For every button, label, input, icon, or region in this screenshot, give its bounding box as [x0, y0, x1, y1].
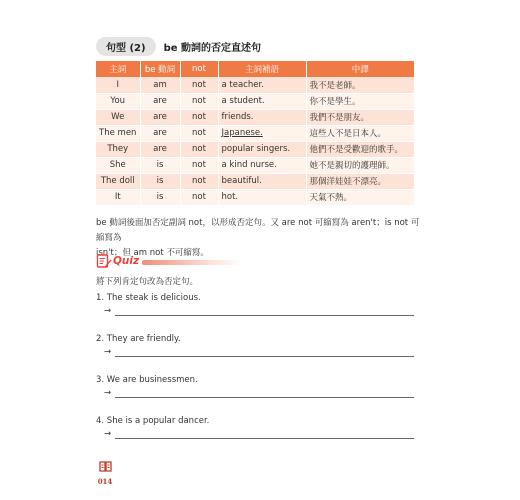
cell-translation: 我們不是朋友。	[306, 109, 414, 125]
quiz-question-2: 2. They are friendly.	[96, 334, 181, 344]
cell-not: not	[180, 189, 218, 205]
cell-be-verb: are	[140, 141, 180, 157]
cell-complement: a kind nurse.	[218, 157, 306, 173]
quiz-header	[96, 253, 241, 271]
cell-not: not	[180, 109, 218, 125]
cell-complement	[218, 125, 306, 141]
table-row	[96, 189, 414, 205]
cell-complement: friends.	[218, 109, 306, 125]
quiz-question-1: 1. The steak is delicious.	[96, 293, 201, 303]
cell-subject: You	[96, 93, 140, 109]
page-number-mark	[96, 457, 114, 486]
header-be-verb: be 動詞	[140, 61, 180, 77]
cell-be-verb: is	[140, 157, 180, 173]
complement-underlined: Japanese.	[221, 128, 263, 138]
cell-complement: a teacher.	[218, 77, 306, 93]
arrow-icon: →	[104, 429, 112, 439]
arrow-icon: →	[104, 347, 112, 357]
cell-subject: I	[96, 77, 140, 93]
quiz-instruction: 將下列肯定句改為否定句。	[96, 277, 199, 287]
cell-subject: They	[96, 141, 140, 157]
cell-translation: 他們不是受歡迎的歌手。	[306, 141, 414, 157]
cell-be-verb: are	[140, 109, 180, 125]
cell-be-verb: are	[140, 93, 180, 109]
page-number: 014	[97, 477, 113, 486]
cell-not: not	[180, 173, 218, 189]
table-row	[96, 109, 414, 125]
cell-complement: a student.	[218, 93, 306, 109]
answer-underline	[115, 438, 414, 439]
cell-subject: The men	[96, 125, 140, 141]
note-line: be 動詞後面加否定副詞 not，以形成否定句。又 are not 可縮寫為 aren't；is not 可縮寫為	[96, 218, 420, 243]
cell-not: not	[180, 125, 218, 141]
cell-translation: 這些人不是日本人。	[306, 125, 414, 141]
answer-line-2[interactable]	[104, 347, 414, 359]
table-row	[96, 173, 414, 189]
cell-complement: popular singers.	[218, 141, 306, 157]
header-complement: 主詞補語	[218, 61, 306, 77]
cell-complement: hot.	[218, 189, 306, 205]
answer-underline	[115, 356, 414, 357]
header-subject: 主詞	[96, 61, 140, 77]
cell-not: not	[180, 157, 218, 173]
quiz-decor-bar	[142, 260, 240, 265]
table-header-row	[96, 61, 414, 77]
cell-subject: We	[96, 109, 140, 125]
table-row	[96, 157, 414, 173]
cell-subject: She	[96, 157, 140, 173]
cell-not: not	[180, 93, 218, 109]
quiz-label: Quiz	[113, 255, 140, 267]
cell-be-verb: am	[140, 77, 180, 93]
cell-be-verb: is	[140, 189, 180, 205]
cell-translation: 你不是學生。	[306, 93, 414, 109]
section-title: be 動詞的否定直述句	[163, 43, 262, 54]
cell-not: not	[180, 141, 218, 157]
cell-translation: 那個洋娃娃不漂亮。	[306, 173, 414, 189]
table-row	[96, 93, 414, 109]
cell-complement: beautiful.	[218, 173, 306, 189]
table-row	[96, 125, 414, 141]
section-tag: 句型 (2)	[96, 37, 156, 56]
table-row	[96, 141, 414, 157]
cell-be-verb: are	[140, 125, 180, 141]
answer-line-4[interactable]	[104, 429, 414, 441]
header-translation: 中譯	[306, 61, 414, 77]
section-heading	[96, 37, 261, 56]
quiz-question-4: 4. She is a popular dancer.	[96, 416, 210, 426]
arrow-icon: →	[104, 388, 112, 398]
cell-subject: The doll	[96, 173, 140, 189]
answer-underline	[115, 315, 414, 316]
pencil-note-icon	[96, 253, 112, 269]
cell-subject: It	[96, 189, 140, 205]
cell-translation: 天氣不熱。	[306, 189, 414, 205]
answer-line-1[interactable]	[104, 306, 414, 318]
cell-translation: 我不是老師。	[306, 77, 414, 93]
answer-underline	[115, 397, 414, 398]
arrow-icon: →	[104, 306, 112, 316]
quiz-question-3: 3. We are businessmen.	[96, 375, 198, 385]
book-logo-icon	[99, 461, 112, 472]
answer-line-3[interactable]	[104, 388, 414, 400]
header-not: not	[180, 61, 218, 77]
table-row	[96, 77, 414, 93]
grammar-table	[96, 61, 414, 206]
cell-translation: 她不是親切的護理師。	[306, 157, 414, 173]
cell-not: not	[180, 77, 218, 93]
note-line: isn't；但 am not 不可縮寫。	[96, 248, 209, 258]
cell-be-verb: is	[140, 173, 180, 189]
